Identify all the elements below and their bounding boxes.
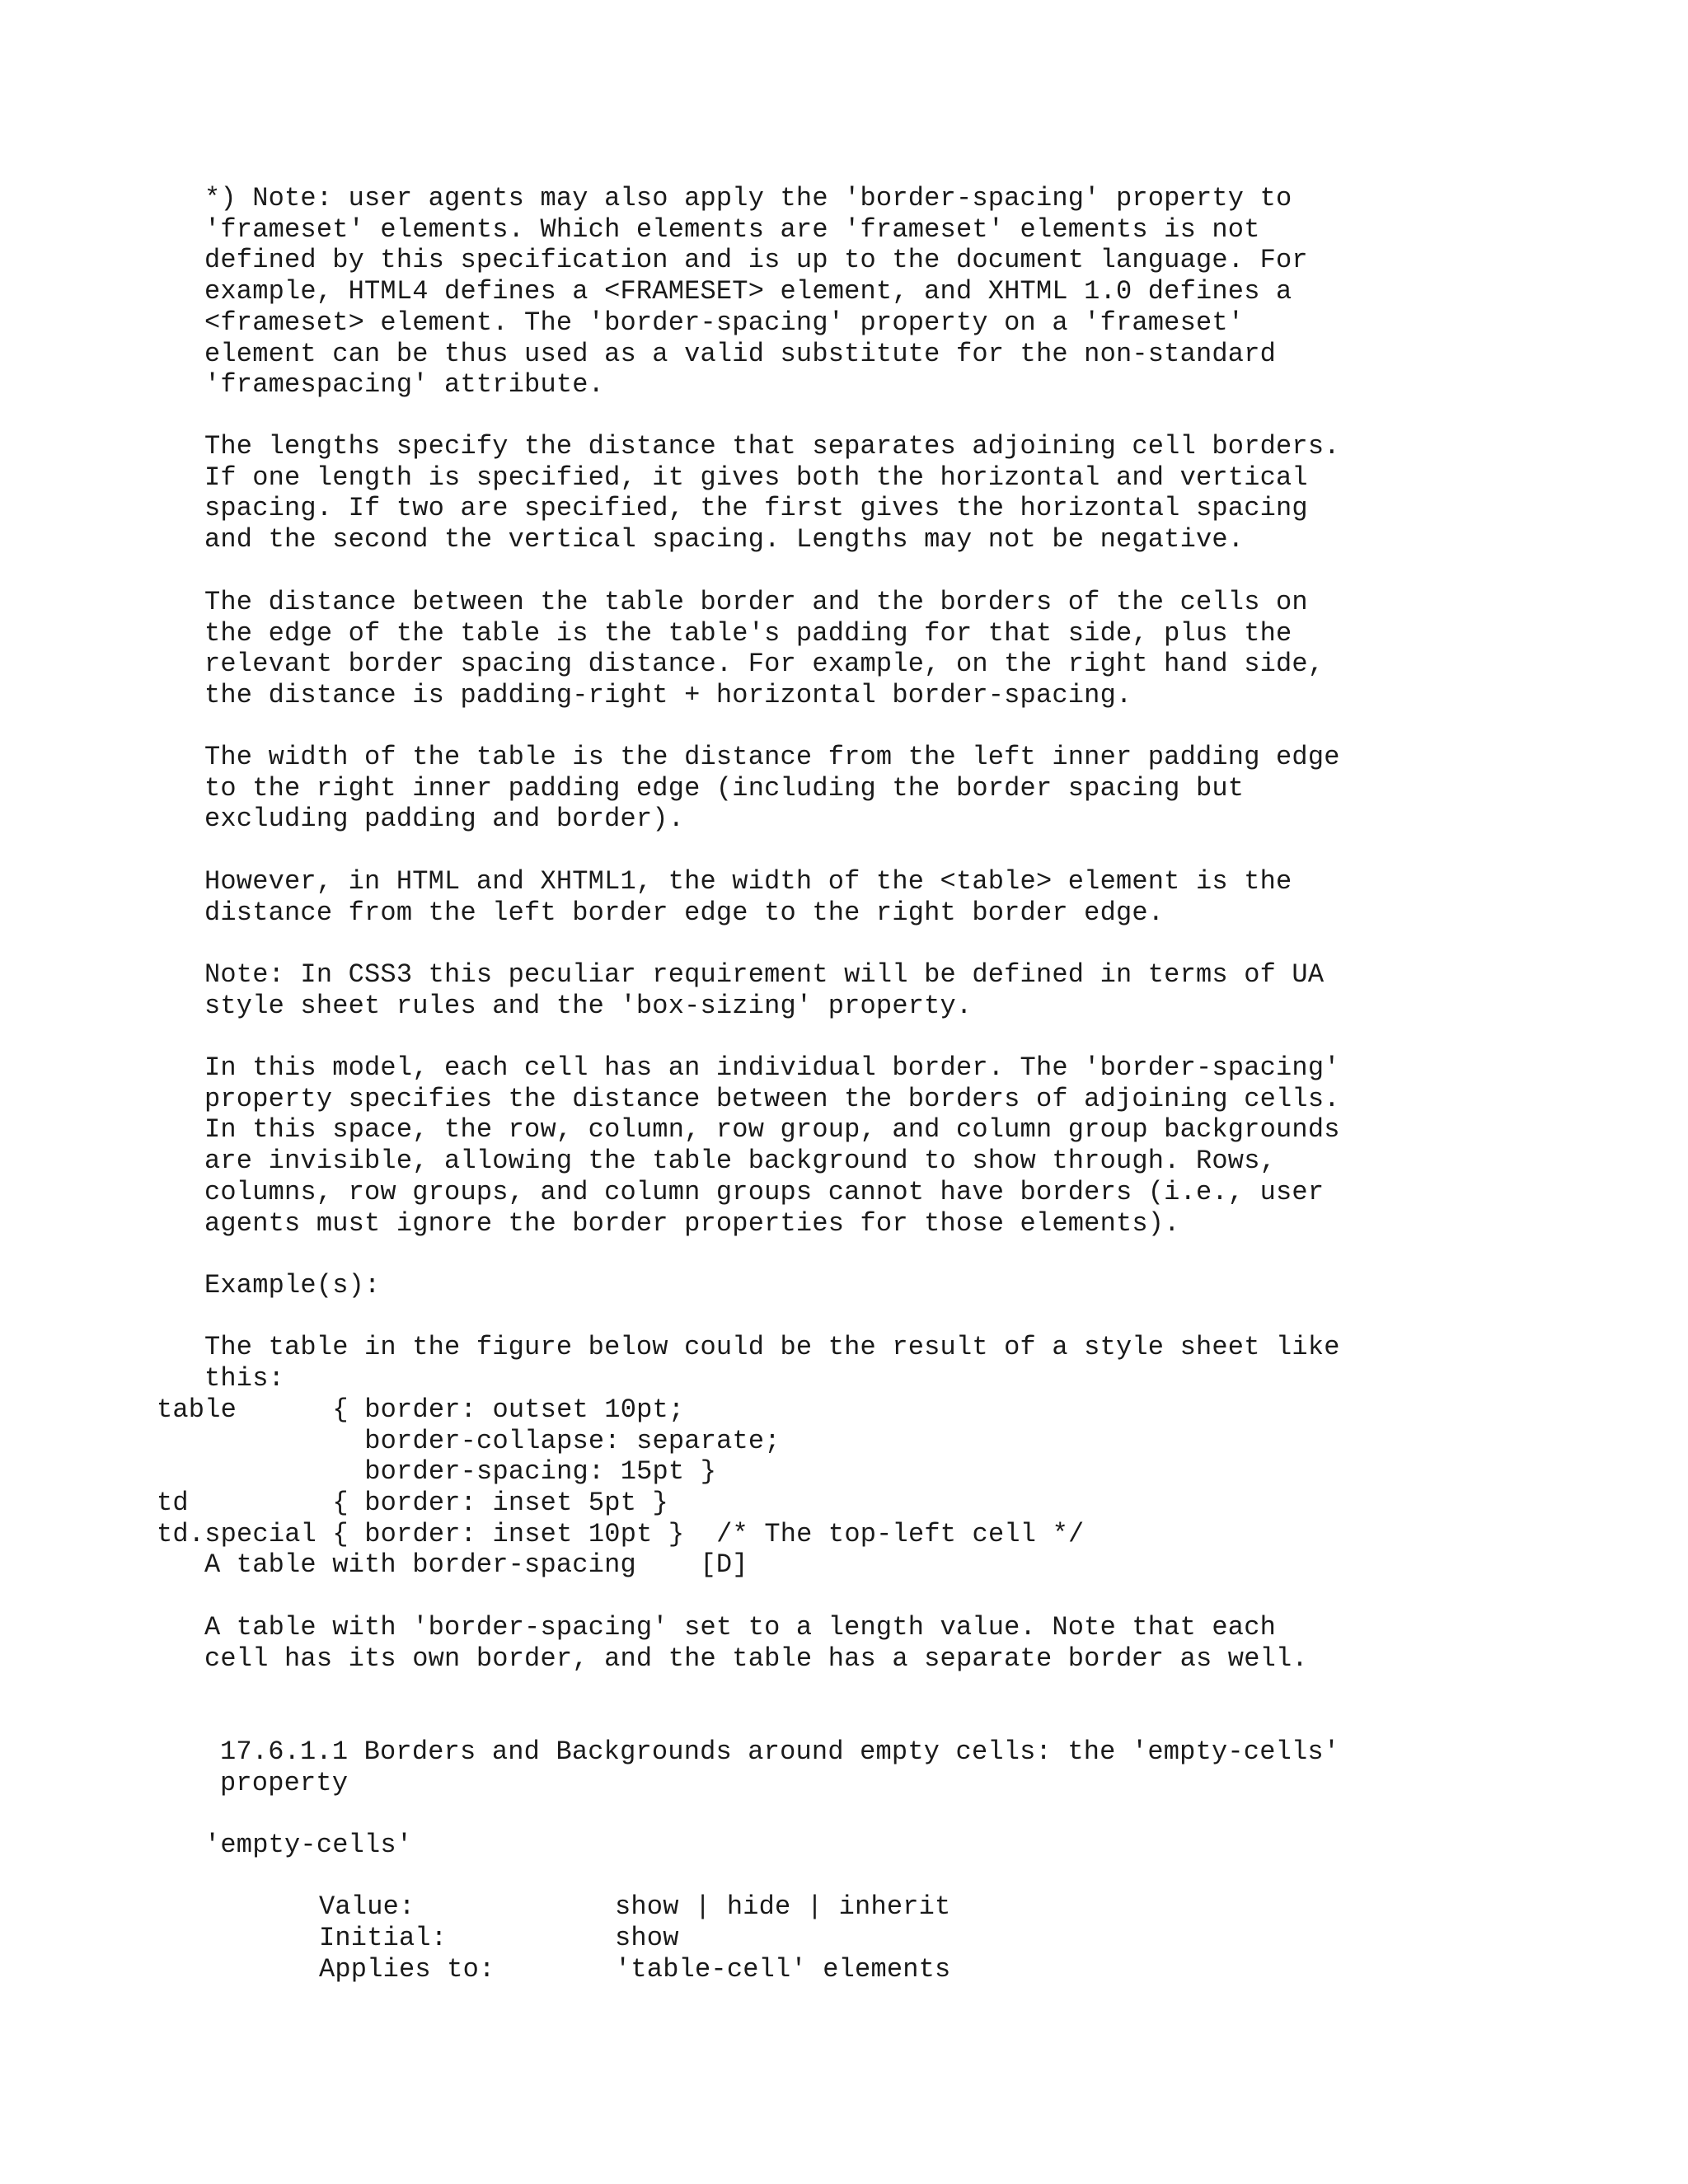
figure-caption: A table with border-spacing [D]	[204, 1549, 748, 1580]
property-name: 'empty-cells'	[204, 1830, 413, 1860]
examples-label: Example(s):	[204, 1270, 381, 1301]
html-xhtml-paragraph: However, in HTML and XHTML1, the width of the <table> element is the distance from the left border edge to the right border edge.	[204, 866, 1292, 928]
example-intro-paragraph: The table in the figure below could be the result of a style sheet like this:	[204, 1332, 1340, 1394]
definition-label-initial: Initial:	[319, 1923, 448, 1953]
width-paragraph: The width of the table is the distance from the left inner padding edge to the right inner padding edge (including the border spacing but excluding padding and border).	[204, 742, 1340, 835]
distance-paragraph: The distance between the table border and the borders of the cells on the edge of the table is the table's padding for that side, plus the relevant border spacing distance. For example, on the right hand side, the distance is padding-right + horizontal border-spacing.	[204, 587, 1325, 711]
css-code-example: table { border: outset 10pt; border-collapse: separate; border-spacing: 15pt } td { border: inset 5pt } td.special { border: inset 10pt } /* The top-left cell */	[157, 1394, 1085, 1549]
css3-note-paragraph: Note: In CSS3 this peculiar requirement will be defined in terms of UA style sheet rules and the 'box-sizing' property.	[204, 959, 1325, 1021]
definition-value-initial: show	[615, 1923, 679, 1953]
model-paragraph: In this model, each cell has an individual border. The 'border-spacing' property specifies the distance between the borders of adjoining cells. In this space, the row, column, row group, and column group backgrounds are invisible, allowing the table background to show through. Rows, columns, row groups, and column groups cannot have borders (i.e., user agents must ignore the border properties for those elements).	[204, 1052, 1340, 1239]
definition-value-applies-to: 'table-cell' elements	[615, 1954, 951, 1985]
lengths-paragraph: The lengths specify the distance that separates adjoining cell borders. If one length is specified, it gives both the horizontal and vertical spacing. If two are specified, the first gives the horizontal spacing and the second the vertical spacing. Lengths may not be negative.	[204, 431, 1340, 555]
definition-label-applies-to: Applies to:	[319, 1954, 495, 1985]
definition-label-value: Value:	[319, 1891, 415, 1922]
definition-value-value: show | hide | inherit	[615, 1891, 951, 1922]
figure-description-paragraph: A table with 'border-spacing' set to a length value. Note that each cell has its own border, and the table has a separate border as well.	[204, 1612, 1308, 1674]
section-heading: 17.6.1.1 Borders and Backgrounds around empty cells: the 'empty-cells' property	[220, 1736, 1340, 1798]
note-frameset-paragraph: *) Note: user agents may also apply the 'border-spacing' property to 'frameset' elements. Which elements are 'frameset' elements is not defined by this specification and is up to the document language. For example, HTML4 defines a <FRAMESET> element, and XHTML 1.0 defines a <frameset> element. The 'border-spacing' property on a 'frameset' element can be thus used as a valid substitute for the non-standard 'framespacing' attribute.	[204, 183, 1308, 401]
